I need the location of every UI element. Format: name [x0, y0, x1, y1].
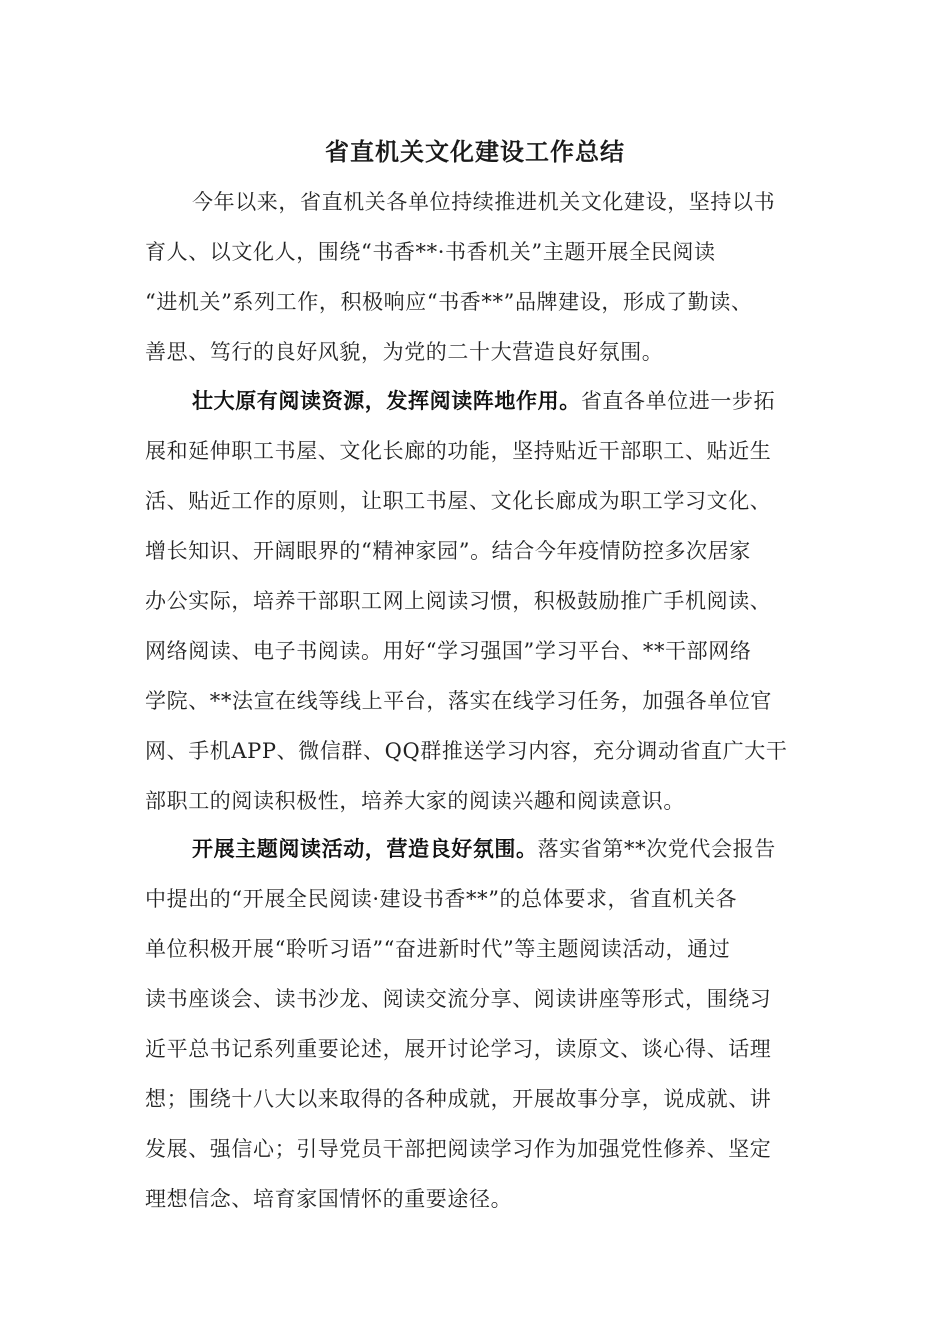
document-title: 省直机关文化建设工作总结: [325, 137, 625, 166]
paragraph-1-line-3: “进机关”系列工作，积极响应“书香**”品牌建设，形成了勤读、: [145, 290, 753, 314]
paragraph-3-line-8: 理想信念、培育家国情怀的重要途径。: [145, 1187, 513, 1211]
paragraph-1-line-4: 善思、笃行的良好风貌，为党的二十大营造良好氛围。: [145, 340, 664, 364]
paragraph-3-line-4: 读书座谈会、读书沙龙、阅读交流分享、阅读讲座等形式，围绕习: [145, 987, 772, 1011]
paragraph-2-line-4: 增长知识、开阔眼界的“精神家园”。结合今年疫情防控多次居家: [145, 539, 751, 563]
paragraph-2-line-5: 办公实际，培养干部职工网上阅读习惯，积极鼓励推广手机阅读、: [145, 589, 772, 613]
paragraph-2-first-line-rest: 省直各单位进一步拓: [580, 389, 776, 413]
paragraph-2-line-2: 展和延伸职工书屋、文化长廊的功能，坚持贴近干部职工、贴近生: [145, 439, 772, 463]
paragraph-3-line-6: 想；围绕十八大以来取得的各种成就，开展故事分享，说成就、讲: [145, 1087, 772, 1111]
paragraph-2-line-7: 学院、**法宣在线等线上平台，落实在线学习任务，加强各单位官: [145, 689, 772, 713]
paragraph-1-line-2: 育人、以文化人，围绕“书香**·书香机关”主题开展全民阅读: [145, 240, 716, 264]
paragraph-3-first-line-rest: 落实省第**次党代会报告: [537, 837, 776, 861]
paragraph-3-line-5: 近平总书记系列重要论述，展开讨论学习，读原文、谈心得、话理: [145, 1037, 772, 1061]
paragraph-2-line-8: 网、手机APP、微信群、QQ群推送学习内容，充分调动省直广大干: [145, 739, 788, 763]
paragraph-3-heading: 开展主题阅读活动，营造良好氛围。: [192, 836, 538, 861]
paragraph-2-heading: 壮大原有阅读资源，发挥阅读阵地作用。: [192, 388, 581, 413]
paragraph-1-line-1: 今年以来，省直机关各单位持续推进机关文化建设，坚持以书: [192, 190, 776, 214]
paragraph-3-line-3: 单位积极开展“聆听习语”“奋进新时代”等主题阅读活动，通过: [145, 937, 731, 961]
paragraph-3-line-7: 发展、强信心；引导党员干部把阅读学习作为加强党性修养、坚定: [145, 1137, 772, 1161]
paragraph-2-line-9: 部职工的阅读积极性，培养大家的阅读兴趣和阅读意识。: [145, 789, 685, 813]
paragraph-2-line-3: 活、贴近工作的原则，让职工书屋、文化长廊成为职工学习文化、: [145, 489, 772, 513]
paragraph-2-line-1: [192, 386, 775, 416]
paragraph-3-line-1: [192, 834, 776, 864]
paragraph-3-line-2: 中提出的“开展全民阅读·建设书香**”的总体要求，省直机关各: [145, 887, 738, 911]
paragraph-2-line-6: 网络阅读、电子书阅读。用好“学习强国”学习平台、**干部网络: [145, 639, 752, 663]
